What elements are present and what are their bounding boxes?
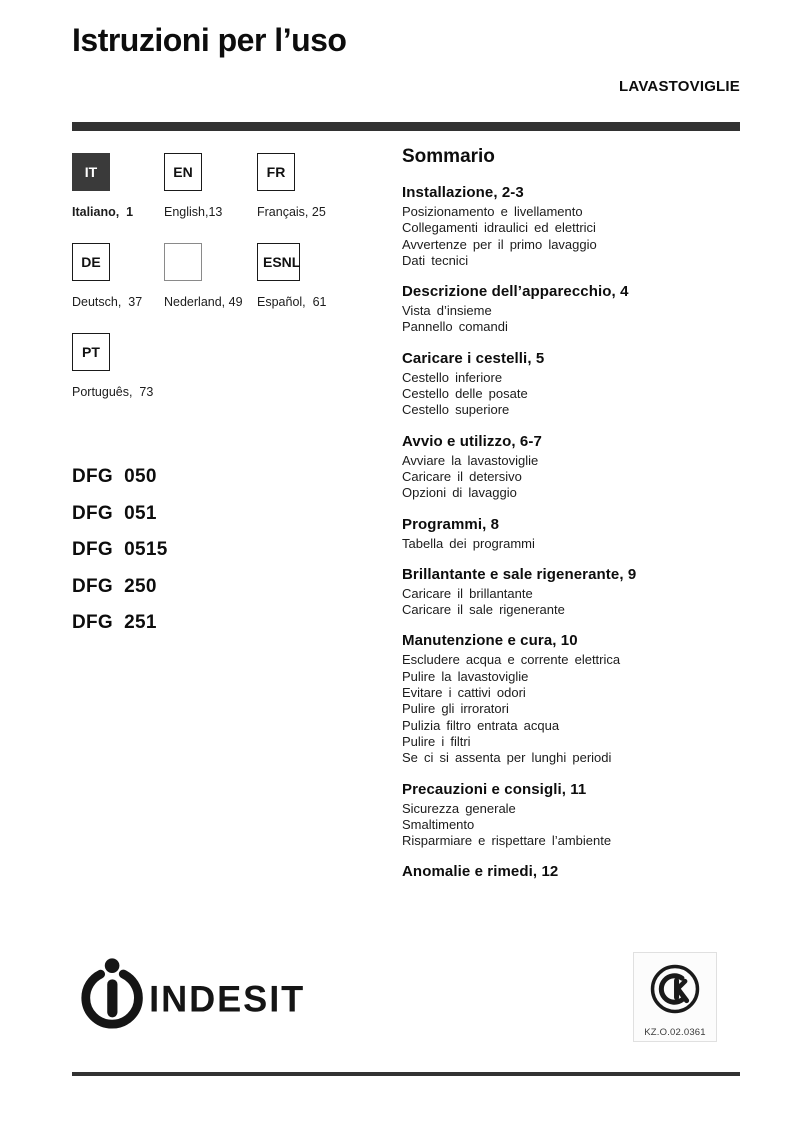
sommario-section: [402, 516, 747, 552]
sommario-section-heading: Brillantante e sale rigenerante, 9: [402, 565, 637, 583]
sommario-item: Posizionamento e livellamento: [402, 204, 583, 219]
language-label: Português, 73: [72, 385, 154, 399]
model-number: DFG 051: [72, 502, 157, 524]
sommario-section: [402, 863, 747, 881]
model-number: DFG 0515: [72, 539, 168, 560]
sommario-item: Caricare il detersivo: [402, 468, 522, 484]
model-number: DFG 251: [72, 612, 157, 633]
language-label: Deutsch, 37: [72, 295, 143, 309]
sommario-section: [402, 184, 747, 269]
sommario-section-heading: Programmi, 8: [402, 515, 500, 533]
brand-wordmark: INDESIT: [149, 977, 306, 1020]
sommario-section-heading: Precauzioni e consigli, 11: [402, 780, 587, 798]
sommario-item: Se ci si assenta per lunghi periodi: [402, 750, 612, 766]
brand-logo-svg: [76, 953, 312, 1031]
language-box-fr: [257, 153, 295, 191]
sommario-section: [402, 283, 747, 336]
sommario-item: Tabella dei programmi: [402, 535, 535, 551]
language-grid: [72, 153, 417, 399]
page-title: Istruzioni per l’uso: [72, 22, 347, 58]
sommario-item: Cestello delle posate: [402, 386, 528, 402]
language-box-empty: [164, 243, 202, 281]
sommario-item: Smaltimento: [402, 816, 475, 832]
language-code: FR: [266, 164, 286, 180]
sommario-section-heading: Caricare i cestelli, 5: [402, 349, 545, 367]
language-cell: [257, 153, 417, 219]
sommario-section-heading: Anomalie e rimedi, 12: [402, 863, 559, 881]
sommario-item: Sicurezza generale: [402, 800, 516, 816]
sommario: [402, 146, 747, 895]
sommario-title: Sommario: [402, 146, 495, 167]
sommario-section-heading: Installazione, 2-3: [402, 184, 524, 201]
sommario-section-heading: Avvio e utilizzo, 6-7: [402, 432, 542, 450]
cert-code-label: KZ.O.02.0361: [644, 1027, 706, 1038]
sommario-item: Pulire la lavastoviglie: [402, 668, 529, 684]
model-number: DFG 250: [72, 575, 157, 597]
sommario-item: Pulizia filtro entrata acqua: [402, 717, 560, 733]
sommario-item: Escludere acqua e corrente elettrica: [402, 652, 621, 668]
language-box-pt: [72, 333, 110, 371]
language-label: Español, 61: [257, 295, 327, 309]
sommario-item: Dati tecnici: [402, 252, 469, 268]
language-cell: [72, 243, 164, 309]
indesit-logo: [76, 953, 312, 1036]
bottom-rule: [72, 1072, 740, 1076]
certification-mark: [633, 952, 717, 1042]
sommario-item: Risparmiare e rispettare l’ambiente: [402, 833, 612, 849]
sommario-section: [402, 566, 747, 619]
sommario-item: Cestello inferiore: [402, 369, 503, 385]
sommario-item: Pannello comandi: [402, 319, 508, 335]
sommario-section-heading: Manutenzione e cura, 10: [402, 632, 578, 650]
sommario-item: Avviare la lavastoviglie: [402, 452, 539, 468]
language-code: DE: [81, 254, 101, 270]
sommario-item: Vista d’insieme: [402, 303, 492, 319]
language-box-en: [164, 153, 202, 191]
language-label: Nederland, 49: [164, 295, 243, 309]
language-code: IT: [84, 164, 98, 180]
model-number: DFG 050: [72, 466, 157, 487]
model-list: [72, 466, 168, 649]
language-code: PT: [82, 344, 100, 360]
sommario-sections: [402, 184, 747, 881]
language-cell: [164, 243, 257, 309]
language-code: EN: [173, 164, 193, 180]
language-cell: [257, 243, 417, 309]
sommario-section: [402, 433, 747, 502]
product-type-label: LAVASTOVIGLIE: [619, 78, 740, 95]
language-cell: [72, 333, 164, 399]
sommario-item: Opzioni di lavaggio: [402, 485, 517, 501]
sommario-item: Cestello superiore: [402, 402, 510, 418]
language-code: ESNL: [263, 254, 301, 270]
language-cell: [164, 153, 257, 219]
language-cell: [72, 153, 164, 219]
sommario-item: Avvertenze per il primo lavaggio: [402, 236, 597, 252]
sommario-section: [402, 350, 747, 419]
sommario-section: [402, 781, 747, 850]
language-box-it: [72, 153, 110, 191]
sommario-item: Caricare il sale rigenerante: [402, 602, 565, 618]
sommario-item: Caricare il brillantante: [402, 585, 533, 601]
sommario-item: Evitare i cattivi odori: [402, 685, 526, 701]
sommario-section: [402, 632, 747, 766]
power-i-icon: [86, 958, 139, 1024]
language-label: Français, 25: [257, 205, 326, 219]
sommario-item: Collegamenti idraulici ed elettrici: [402, 220, 596, 236]
kz-cert-mark-icon: [644, 958, 706, 1020]
language-box-de: [72, 243, 110, 281]
language-label: English,13: [164, 205, 223, 219]
language-label: Italiano, 1: [72, 205, 134, 219]
language-box-esnl: [257, 243, 300, 281]
sommario-item: Pulire gli irroratori: [402, 701, 509, 717]
sommario-section-heading: Descrizione dell’apparecchio, 4: [402, 283, 629, 301]
top-rule: [72, 122, 740, 131]
sommario-item: Pulire i filtri: [402, 733, 471, 749]
